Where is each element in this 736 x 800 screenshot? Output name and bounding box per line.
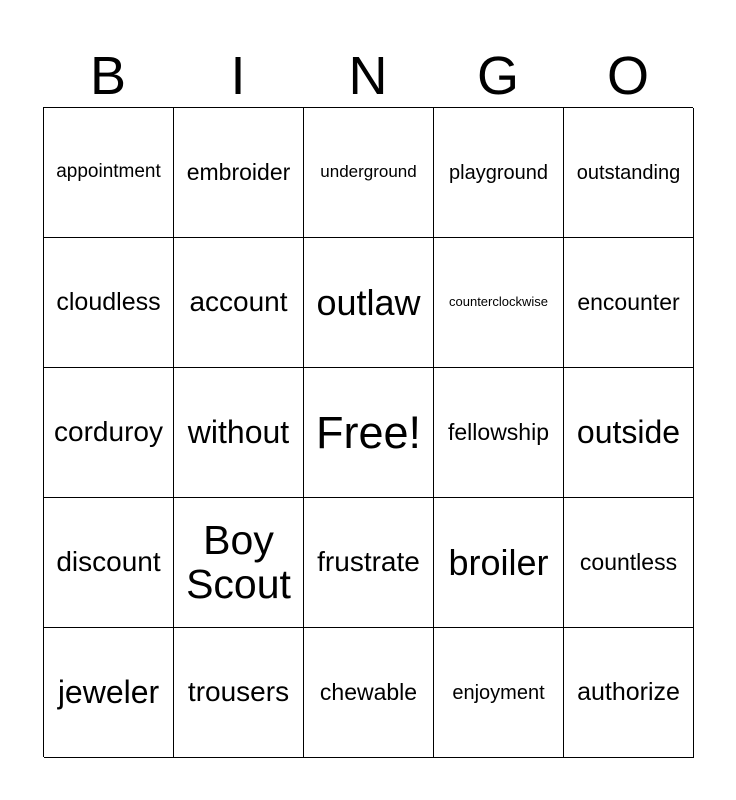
cell-word: Boy Scout xyxy=(186,517,291,607)
bingo-cell[interactable] xyxy=(174,368,304,498)
bingo-cell[interactable] xyxy=(564,498,694,628)
bingo-cell[interactable] xyxy=(434,498,564,628)
cell-word: discount xyxy=(56,546,161,578)
bingo-cell[interactable] xyxy=(564,368,694,498)
bingo-cell[interactable] xyxy=(434,368,564,498)
cell-word: broiler xyxy=(448,541,549,583)
cell-word: playground xyxy=(449,161,548,184)
cell-word: chewable xyxy=(319,678,418,705)
bingo-header xyxy=(43,44,693,108)
free-space-cell[interactable] xyxy=(304,368,434,498)
bingo-cell[interactable] xyxy=(44,108,174,238)
cell-word: trousers xyxy=(187,676,290,708)
bingo-cell[interactable] xyxy=(44,238,174,368)
cell-word: countless xyxy=(579,548,678,575)
cell-word: outstanding xyxy=(576,161,681,184)
cell-word: counterclockwise xyxy=(449,294,548,310)
cell-word: frustrate xyxy=(317,546,420,578)
bingo-cell[interactable] xyxy=(564,238,694,368)
bingo-cell[interactable] xyxy=(304,238,434,368)
cell-word: outlaw xyxy=(316,281,421,323)
cell-word: underground xyxy=(320,162,417,182)
cell-word: appointment xyxy=(56,161,161,183)
bingo-cell[interactable] xyxy=(44,628,174,758)
cell-word: authorize xyxy=(577,677,680,706)
bingo-cell[interactable] xyxy=(304,108,434,238)
header-letter-b: B xyxy=(89,46,127,106)
cell-word: account xyxy=(189,286,288,318)
bingo-cell[interactable] xyxy=(174,238,304,368)
cell-word: without xyxy=(187,413,290,450)
cell-word: embroider xyxy=(186,158,291,185)
cell-word: outside xyxy=(576,413,681,450)
header-letter-g: G xyxy=(476,46,519,106)
cell-word: corduroy xyxy=(54,416,163,448)
bingo-cell[interactable] xyxy=(174,108,304,238)
bingo-board xyxy=(43,107,693,757)
bingo-cell[interactable] xyxy=(44,368,174,498)
bingo-cell[interactable] xyxy=(434,628,564,758)
header-letter-n: N xyxy=(348,46,388,106)
bingo-cell[interactable] xyxy=(304,628,434,758)
bingo-cell[interactable] xyxy=(304,498,434,628)
header-letter-o: O xyxy=(606,46,649,106)
cell-word: encounter xyxy=(577,288,680,315)
bingo-cell[interactable] xyxy=(174,498,304,628)
bingo-cell[interactable] xyxy=(174,628,304,758)
bingo-cell[interactable] xyxy=(564,628,694,758)
bingo-cell[interactable] xyxy=(564,108,694,238)
bingo-cell[interactable] xyxy=(434,108,564,238)
bingo-cell[interactable] xyxy=(44,498,174,628)
free-space-label: Free! xyxy=(315,406,422,458)
cell-word: fellowship xyxy=(448,418,549,445)
header-letter-i: I xyxy=(230,46,246,106)
bingo-cell[interactable] xyxy=(434,238,564,368)
cell-word: jeweler xyxy=(57,673,160,710)
cell-word: cloudless xyxy=(56,287,161,316)
cell-word: enjoyment xyxy=(452,681,545,704)
